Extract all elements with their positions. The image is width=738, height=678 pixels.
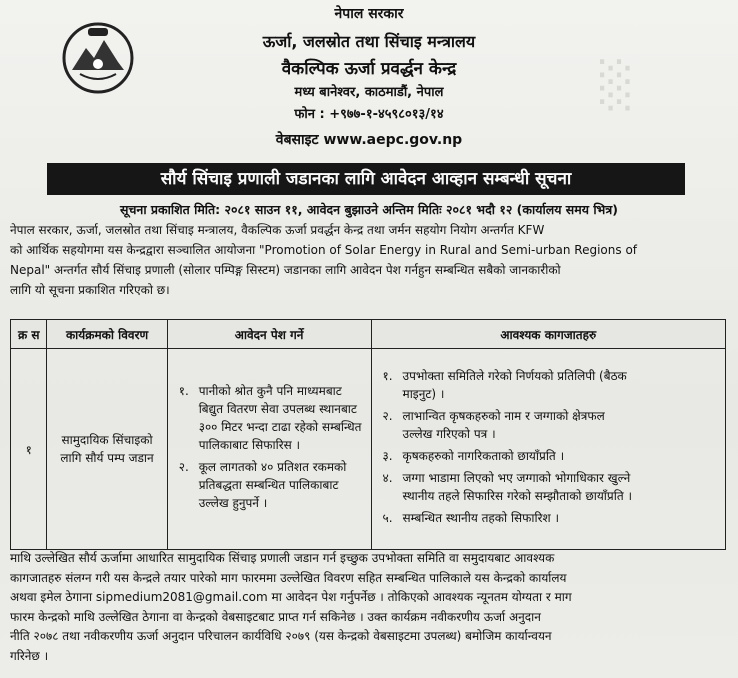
cell-documents bbox=[371, 349, 725, 550]
bleed-through-text: ░ bbox=[600, 60, 634, 111]
government-name: नेपाल सरकार bbox=[334, 6, 404, 22]
cell-sn: १ bbox=[11, 349, 47, 550]
notice-header bbox=[0, 0, 738, 156]
phone-number: फोन : +९७७-१-४५९८०१३/१४ bbox=[294, 107, 444, 122]
col-header-programme: कार्यक्रमको विवरण bbox=[47, 320, 167, 349]
requirements-table bbox=[10, 319, 726, 550]
dates-line: सूचना प्रकाशित मिति: २०८१ साउन ११, आवेदन बुझाउने अन्तिम मितिः २०८१ भदौ १२ (कार्यालय समय भित्र) bbox=[120, 202, 618, 217]
centre-address: मध्य बानेश्वर, काठमाडौं, नेपाल bbox=[294, 85, 444, 100]
footer-line: गरिनेछ । bbox=[10, 648, 49, 663]
ministry-name: ऊर्जा, जलस्रोत तथा सिंचाइ मन्त्रालय bbox=[262, 32, 476, 51]
footer-line: फारम केन्द्रको माथि उल्लेखित ठेगाना वा केन्द्रको वेबसाइटबाट प्राप्त गर्न सकिनेछ । उक्त कार्यक्रम नवीकरणीय ऊर्जा अनुदान bbox=[10, 609, 541, 624]
website: वेबसाइट www.aepc.gov.np bbox=[275, 132, 463, 148]
footer-line: अथवा इमेल ठेगाना sipmedium2081@gmail.com मा आवेदन पेश गर्नुपर्नेछ । तोकिएको आवश्यक न्यूनतम योग्यता र माग bbox=[10, 590, 572, 604]
footer-paragraph bbox=[10, 549, 725, 666]
list-item: ४. जग्गा भाडामा लिएको भए जग्गाको भोगाधिकार खुल्ने स्थानीय तहले सिफारिस गरेको सम्झौताको छायाँप्रति । bbox=[382, 471, 633, 503]
notice-title: सौर्य सिंचाइ प्रणाली जडानका लागि आवेदन आव्हान सम्बन्धी सूचना bbox=[47, 163, 685, 195]
col-header-sn: क्र स bbox=[11, 320, 47, 349]
list-item: २. लाभान्वित कृषकहरुको नाम र जग्गाको क्षेत्रफल उल्लेख गरिएको पत्र । bbox=[382, 409, 605, 441]
programme-text: सामुदायिक सिंचाइको लागि सौर्य पम्प जडान bbox=[60, 433, 154, 465]
intro-line: को आर्थिक सहयोगमा यस केन्द्रद्वारा सञ्चालित आयोजना "Promotion of Solar Energy in Rural and Semi-urban Regions of bbox=[10, 243, 638, 257]
intro-line: Nepal" अन्तर्गत सौर्य सिंचाइ प्रणाली (सोलार पम्पिङ्ग सिस्टम) जडानका लागि आवेदन पेश गर्नहुन सम्बन्धित सबैको जानकारीको bbox=[10, 263, 561, 277]
table-header-row bbox=[11, 320, 726, 349]
table-row bbox=[11, 349, 726, 550]
list-item: १. उपभोक्ता समितिले गरेको निर्णयको प्रतिलिपी (बैठक माइनुट) । bbox=[382, 369, 627, 401]
intro-line: लागि यो सूचना प्रकाशित गरिएको छ। bbox=[10, 283, 170, 297]
footer-line: नीति २०७८ तथा नवीकरणीय ऊर्जा अनुदान परिचालन कार्यविधि २०७९ (यस केन्द्रको वेबसाइटमा उपलब्ध) बमोजिम कार्यान्वयन bbox=[10, 629, 552, 643]
footer-line: माथि उल्लेखित सौर्य ऊर्जामा आधारित सामुदायिक सिंचाइ प्रणाली जडान गर्न इच्छुक उपभोक्ता समिति वा समुदायबाट आवश्यक bbox=[10, 551, 555, 565]
list-item: १. पानीको श्रोत कुनै पनि माध्यमबाट बिद्युत वितरण सेवा उपलब्ध स्थानबाट ३०० मिटर भन्दा टाढा रहेको सम्बन्धित पालिकाबाट सिफारिस । bbox=[178, 384, 362, 452]
list-item: २. कूल लागतको ४० प्रतिशत रकमको प्रतिबद्धता सम्बन्धित पालिकाबाट उल्लेख हुनुपर्ने । bbox=[178, 460, 347, 510]
intro-paragraph bbox=[10, 220, 725, 300]
centre-name: वैकल्पिक ऊर्जा प्रवर्द्धन केन्द्र bbox=[281, 59, 457, 79]
cell-apply bbox=[167, 349, 371, 550]
col-header-apply: आवेदन पेश गर्ने bbox=[167, 320, 371, 349]
list-item: ३. कृषकहरुको नागरिकताको छायाँप्रति । bbox=[382, 449, 565, 463]
apply-list bbox=[169, 378, 370, 520]
list-item: ५. सम्बन्धित स्थानीय तहको सिफारिश । bbox=[382, 511, 560, 525]
col-header-documents: आवश्यक कागजातहरु bbox=[371, 320, 725, 349]
documents-list bbox=[373, 363, 724, 535]
footer-line: कागजातहरु संलग्न गरी यस केन्द्रले तयार पारेको माग फारममा उल्लेखित विवरण सहित सम्बन्धित पालिकाले यस केन्द्रको कार्यालय bbox=[10, 570, 567, 585]
cell-programme bbox=[47, 349, 167, 550]
intro-line: नेपाल सरकार, ऊर्जा, जलस्रोत तथा सिंचाइ मन्त्रालय, वैकल्पिक ऊर्जा प्रवर्द्धन केन्द्र तथा जर्मन सहयोग नियोग अन्तर्गत KFW bbox=[10, 223, 545, 237]
